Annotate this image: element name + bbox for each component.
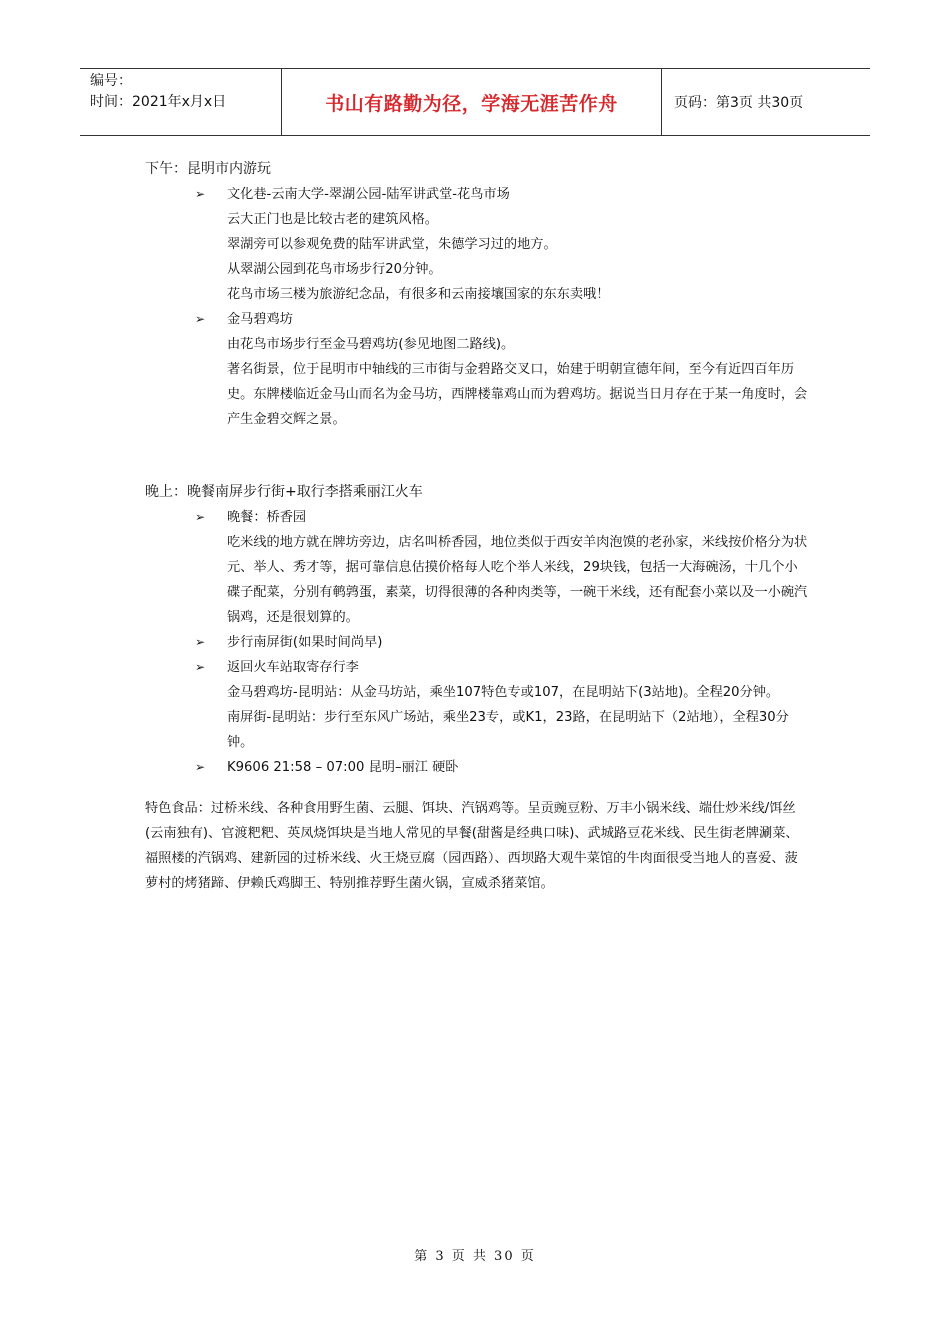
bullet-text: 文化巷-云南大学-翠湖公园-陆军讲武堂-花鸟市场: [227, 187, 510, 202]
bullet-text: 步行南屏街(如果时间尚早): [227, 635, 383, 650]
spacer: [145, 780, 810, 796]
arrow-bullet-icon: ➢: [195, 312, 206, 326]
special-food-paragraph: 特色食品：过桥米线、各种食用野生菌、云腿、饵块、汽锅鸡等。呈贡豌豆粉、万丰小锅米线、端仕炒米线/饵丝(云南独有)、官渡粑粑、英凤烧饵块是当地人常见的早餐(甜酱是经典口味)、武城路豆花米线、民生街老牌涮菜、福照楼的汽锅鸡、建新园的过桥米线、火王烧豆腐（园西路）、西坝路大观牛菜馆的牛肉面很受当地人的喜爱、菠萝村的烤猪蹄、伊赖氏鸡脚王、特别推荐野生菌火锅，宣威杀猪菜馆。: [145, 801, 799, 891]
spacer: [145, 432, 810, 479]
header-number-label: 编号：: [90, 73, 132, 89]
afternoon-title: 下午：昆明市内游玩: [145, 161, 271, 177]
bullet-text: K9606 21:58 – 07:00 昆明–丽江 硬卧: [227, 760, 459, 775]
page-footer: 第 3 页 共 30 页: [414, 1249, 536, 1264]
paragraph: 从翠湖公园到花鸟市场步行20分钟。: [227, 262, 442, 277]
paragraph: 由花鸟市场步行至金马碧鸡坊(参见地图二路线)。: [227, 337, 515, 352]
list-item: [145, 755, 810, 780]
paragraph: 翠湖旁可以参观免费的陆军讲武堂，朱德学习过的地方。: [227, 237, 557, 252]
arrow-bullet-icon: ➢: [195, 510, 206, 524]
list-item: [145, 630, 810, 655]
bullet-text: 返回火车站取寄存行李: [227, 660, 359, 675]
paragraph: 花鸟市场三楼为旅游纪念品，有很多和云南接壤国家的东东卖哦！: [227, 287, 610, 302]
page-header: [80, 68, 870, 136]
bullet-text: 晚餐：桥香园: [227, 510, 307, 525]
document-body: [145, 156, 810, 896]
header-date-line: 时间：2021年x月x日: [90, 94, 227, 110]
evening-title: 晚上：晚餐南屏步行街+取行李搭乘丽江火车: [145, 484, 423, 500]
arrow-bullet-icon: ➢: [195, 635, 206, 649]
paragraph: 云大正门也是比较古老的建筑风格。: [227, 212, 438, 227]
arrow-bullet-icon: ➢: [195, 660, 206, 674]
arrow-bullet-icon: ➢: [195, 760, 206, 774]
header-left-cell: [80, 69, 282, 135]
paragraph: 吃米线的地方就在牌坊旁边，店名叫桥香园，地位类似于西安羊肉泡馍的老孙家，米线按价格分为状元、举人、秀才等，据可靠信息估摸价格每人吃个举人米线，29块钱，包括一大海碗汤，十几个小碟子配菜，分别有鹌鹑蛋，素菜，切得很薄的各种肉类等，一碗干米线，还有配套小菜以及一小碗汽锅鸡，还是很划算的。: [227, 535, 808, 625]
header-motto: 书山有路勤为径，学海无涯苦作舟: [282, 69, 662, 135]
header-page-info: 页码：第3页 共30页: [674, 95, 804, 111]
paragraph: 金马碧鸡坊-昆明站：从金马坊站，乘坐107特色专或107，在昆明站下(3站地)。全程20分钟。: [227, 685, 780, 700]
bullet-text: 金马碧鸡坊: [227, 312, 293, 327]
list-item: [145, 505, 810, 530]
paragraph: 南屏街-昆明站：步行至东风广场站，乘坐23专，或K1，23路，在昆明站下（2站地），全程30分钟。: [227, 710, 789, 750]
list-item: [145, 655, 810, 680]
list-item: [145, 182, 810, 207]
list-item: [145, 307, 810, 332]
arrow-bullet-icon: ➢: [195, 187, 206, 201]
paragraph: 著名街景，位于昆明市中轴线的三市街与金碧路交叉口，始建于明朝宣德年间，至今有近四百年历史。东牌楼临近金马山而名为金马坊，西牌楼靠鸡山而为碧鸡坊。据说当日月存在于某一角度时，会产生金碧交辉之景。: [227, 362, 808, 427]
